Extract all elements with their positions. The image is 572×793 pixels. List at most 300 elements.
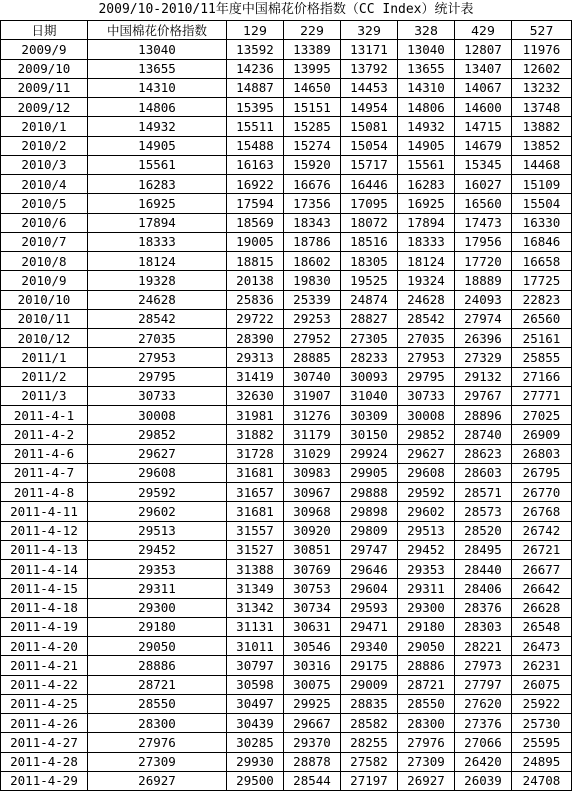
cell-cc-index: 27976 [88, 733, 227, 752]
cell-429: 18889 [455, 271, 512, 290]
cell-328: 29050 [398, 637, 455, 656]
cell-date: 2009/10 [1, 59, 88, 78]
cell-cc-index: 14905 [88, 136, 227, 155]
cell-329: 28835 [341, 694, 398, 713]
cell-cc-index: 29311 [88, 579, 227, 598]
cell-cc-index: 13040 [88, 40, 227, 59]
cell-328: 19324 [398, 271, 455, 290]
cell-429: 29767 [455, 386, 512, 405]
cell-329: 24874 [341, 290, 398, 309]
cell-date: 2011-4-1 [1, 406, 88, 425]
cell-429: 15345 [455, 155, 512, 174]
cell-527: 25855 [512, 348, 572, 367]
cell-cc-index: 29452 [88, 540, 227, 559]
cell-cc-index: 29513 [88, 521, 227, 540]
cell-328: 29311 [398, 579, 455, 598]
cell-527: 27166 [512, 367, 572, 386]
cell-date: 2010/4 [1, 175, 88, 194]
cell-cc-index: 28721 [88, 675, 227, 694]
cell-328: 13655 [398, 59, 455, 78]
table-row [1, 752, 572, 771]
cell-328: 28300 [398, 714, 455, 733]
table-row [1, 463, 572, 482]
cell-328: 27035 [398, 329, 455, 348]
cell-cc-index: 15561 [88, 155, 227, 174]
cell-328: 14806 [398, 98, 455, 117]
cell-date: 2011-4-12 [1, 521, 88, 540]
cell-129: 18815 [227, 252, 284, 271]
cell-date: 2010/10 [1, 290, 88, 309]
cell-527: 27025 [512, 406, 572, 425]
cell-date: 2010/6 [1, 213, 88, 232]
cell-cc-index: 27309 [88, 752, 227, 771]
cell-429: 28303 [455, 617, 512, 636]
cell-date: 2010/5 [1, 194, 88, 213]
cell-129: 31557 [227, 521, 284, 540]
cell-229: 29925 [284, 694, 341, 713]
cell-229: 30753 [284, 579, 341, 598]
table-row [1, 425, 572, 444]
cell-429: 17956 [455, 232, 512, 251]
cell-328: 28886 [398, 656, 455, 675]
cell-429: 16560 [455, 194, 512, 213]
cell-cc-index: 16925 [88, 194, 227, 213]
cell-429: 27329 [455, 348, 512, 367]
cell-527: 24708 [512, 771, 572, 790]
cell-129: 14236 [227, 59, 284, 78]
cell-328: 15561 [398, 155, 455, 174]
cell-129: 31011 [227, 637, 284, 656]
cell-129: 19005 [227, 232, 284, 251]
cell-129: 15395 [227, 98, 284, 117]
cell-328: 18124 [398, 252, 455, 271]
cell-date: 2011-4-28 [1, 752, 88, 771]
cell-329: 15054 [341, 136, 398, 155]
cell-129: 31882 [227, 425, 284, 444]
cell-129: 30797 [227, 656, 284, 675]
cell-429: 14715 [455, 117, 512, 136]
cell-429: 28221 [455, 637, 512, 656]
cell-129: 31681 [227, 463, 284, 482]
cell-129: 16163 [227, 155, 284, 174]
cell-date: 2011-4-8 [1, 483, 88, 502]
cell-429: 26396 [455, 329, 512, 348]
cell-229: 30851 [284, 540, 341, 559]
cell-527: 26548 [512, 617, 572, 636]
cell-date: 2011-4-14 [1, 560, 88, 579]
cell-date: 2011-4-29 [1, 771, 88, 790]
cell-527: 14468 [512, 155, 572, 174]
cell-229: 30631 [284, 617, 341, 636]
table-row [1, 675, 572, 694]
cell-329: 29646 [341, 560, 398, 579]
cell-429: 28376 [455, 598, 512, 617]
cell-129: 31349 [227, 579, 284, 598]
cell-date: 2011-4-21 [1, 656, 88, 675]
cell-527: 16846 [512, 232, 572, 251]
table-row [1, 252, 572, 271]
cell-328: 29180 [398, 617, 455, 636]
cell-cc-index: 14932 [88, 117, 227, 136]
cell-129: 30439 [227, 714, 284, 733]
cell-527: 26909 [512, 425, 572, 444]
cell-date: 2011/1 [1, 348, 88, 367]
cell-date: 2010/1 [1, 117, 88, 136]
table-row [1, 386, 572, 405]
cell-328: 27953 [398, 348, 455, 367]
cell-527: 25730 [512, 714, 572, 733]
cell-cc-index: 29592 [88, 483, 227, 502]
cell-229: 29667 [284, 714, 341, 733]
cell-329: 15717 [341, 155, 398, 174]
table-row [1, 367, 572, 386]
cell-429: 28573 [455, 502, 512, 521]
cell-229: 30769 [284, 560, 341, 579]
cell-429: 28896 [455, 406, 512, 425]
cell-429: 28406 [455, 579, 512, 598]
cell-date: 2011-4-2 [1, 425, 88, 444]
cell-129: 31527 [227, 540, 284, 559]
cell-328: 14905 [398, 136, 455, 155]
cell-date: 2010/9 [1, 271, 88, 290]
cell-229: 16676 [284, 175, 341, 194]
cell-date: 2011-4-7 [1, 463, 88, 482]
cell-429: 27066 [455, 733, 512, 752]
cell-527: 17725 [512, 271, 572, 290]
cell-329: 30093 [341, 367, 398, 386]
cell-229: 30734 [284, 598, 341, 617]
cell-129: 31131 [227, 617, 284, 636]
cell-329: 27582 [341, 752, 398, 771]
cell-527: 26677 [512, 560, 572, 579]
cell-229: 29253 [284, 309, 341, 328]
table-row [1, 483, 572, 502]
cell-date: 2011-4-20 [1, 637, 88, 656]
cell-date: 2010/7 [1, 232, 88, 251]
cell-527: 26742 [512, 521, 572, 540]
cell-129: 25836 [227, 290, 284, 309]
cell-329: 29593 [341, 598, 398, 617]
header-229: 229 [284, 21, 341, 40]
table-row [1, 560, 572, 579]
cell-229: 15920 [284, 155, 341, 174]
cell-328: 30008 [398, 406, 455, 425]
cell-527: 16658 [512, 252, 572, 271]
cell-cc-index: 17894 [88, 213, 227, 232]
cell-129: 31342 [227, 598, 284, 617]
cell-cc-index: 29300 [88, 598, 227, 617]
cell-229: 15285 [284, 117, 341, 136]
header-527: 527 [512, 21, 572, 40]
table-row [1, 406, 572, 425]
cell-229: 15274 [284, 136, 341, 155]
cell-cc-index: 30008 [88, 406, 227, 425]
cell-129: 29500 [227, 771, 284, 790]
cell-229: 31179 [284, 425, 341, 444]
cell-527: 16330 [512, 213, 572, 232]
table-body [1, 40, 572, 791]
table-row [1, 59, 572, 78]
cell-129: 30598 [227, 675, 284, 694]
cell-cc-index: 28886 [88, 656, 227, 675]
table-row [1, 40, 572, 59]
cell-229: 30740 [284, 367, 341, 386]
cell-129: 17594 [227, 194, 284, 213]
table-row [1, 194, 572, 213]
cell-527: 26768 [512, 502, 572, 521]
cell-329: 29905 [341, 463, 398, 482]
cell-cc-index: 29050 [88, 637, 227, 656]
cell-date: 2009/9 [1, 40, 88, 59]
cell-527: 13748 [512, 98, 572, 117]
cell-229: 13389 [284, 40, 341, 59]
cell-527: 26560 [512, 309, 572, 328]
cell-328: 29852 [398, 425, 455, 444]
cell-cc-index: 29795 [88, 367, 227, 386]
cell-cc-index: 27953 [88, 348, 227, 367]
cell-129: 18569 [227, 213, 284, 232]
cell-129: 29313 [227, 348, 284, 367]
cell-328: 28721 [398, 675, 455, 694]
cell-129: 31681 [227, 502, 284, 521]
cell-329: 29888 [341, 483, 398, 502]
cell-329: 14954 [341, 98, 398, 117]
cell-229: 13995 [284, 59, 341, 78]
cell-date: 2011-4-26 [1, 714, 88, 733]
cell-date: 2011/3 [1, 386, 88, 405]
cell-229: 30968 [284, 502, 341, 521]
table-row [1, 579, 572, 598]
cell-date: 2010/11 [1, 309, 88, 328]
cell-129: 15488 [227, 136, 284, 155]
cell-329: 31040 [341, 386, 398, 405]
cell-329: 19525 [341, 271, 398, 290]
cell-329: 28582 [341, 714, 398, 733]
cell-cc-index: 28550 [88, 694, 227, 713]
cell-527: 26770 [512, 483, 572, 502]
table-row [1, 733, 572, 752]
cell-329: 27305 [341, 329, 398, 348]
cell-429: 17720 [455, 252, 512, 271]
header-429: 429 [455, 21, 512, 40]
cell-cc-index: 26927 [88, 771, 227, 790]
cell-429: 12807 [455, 40, 512, 59]
cell-328: 29602 [398, 502, 455, 521]
table-row [1, 444, 572, 463]
cell-527: 26473 [512, 637, 572, 656]
cell-429: 29132 [455, 367, 512, 386]
cell-527: 26231 [512, 656, 572, 675]
cell-129: 30285 [227, 733, 284, 752]
cell-129: 28390 [227, 329, 284, 348]
cell-229: 28885 [284, 348, 341, 367]
cell-329: 18305 [341, 252, 398, 271]
cell-229: 18602 [284, 252, 341, 271]
cell-329: 29898 [341, 502, 398, 521]
cell-527: 15504 [512, 194, 572, 213]
table-row [1, 155, 572, 174]
table-row [1, 290, 572, 309]
cell-429: 27376 [455, 714, 512, 733]
cell-129: 30497 [227, 694, 284, 713]
cell-date: 2011-4-22 [1, 675, 88, 694]
cell-329: 18516 [341, 232, 398, 251]
cell-329: 17095 [341, 194, 398, 213]
cell-cc-index: 14310 [88, 78, 227, 97]
cell-229: 31907 [284, 386, 341, 405]
cell-328: 27309 [398, 752, 455, 771]
cell-527: 26795 [512, 463, 572, 482]
cell-329: 29809 [341, 521, 398, 540]
cell-229: 30920 [284, 521, 341, 540]
cell-429: 28623 [455, 444, 512, 463]
cell-328: 24628 [398, 290, 455, 309]
cell-429: 13407 [455, 59, 512, 78]
cell-129: 31981 [227, 406, 284, 425]
cell-129: 16922 [227, 175, 284, 194]
cell-329: 28827 [341, 309, 398, 328]
header-329: 329 [341, 21, 398, 40]
cell-229: 15151 [284, 98, 341, 117]
cell-129: 29722 [227, 309, 284, 328]
cell-429: 26039 [455, 771, 512, 790]
cell-429: 26420 [455, 752, 512, 771]
cell-date: 2009/11 [1, 78, 88, 97]
cell-229: 18343 [284, 213, 341, 232]
cell-527: 26075 [512, 675, 572, 694]
cell-429: 17473 [455, 213, 512, 232]
cell-328: 29627 [398, 444, 455, 463]
table-row [1, 329, 572, 348]
cell-328: 26927 [398, 771, 455, 790]
cell-328: 29592 [398, 483, 455, 502]
cell-429: 16027 [455, 175, 512, 194]
table-row [1, 502, 572, 521]
cell-329: 27197 [341, 771, 398, 790]
cell-429: 28520 [455, 521, 512, 540]
table-row [1, 98, 572, 117]
cell-229: 18786 [284, 232, 341, 251]
cell-cc-index: 28300 [88, 714, 227, 733]
cell-527: 11976 [512, 40, 572, 59]
cell-date: 2011-4-25 [1, 694, 88, 713]
cell-527: 26721 [512, 540, 572, 559]
cell-429: 28440 [455, 560, 512, 579]
cell-129: 13592 [227, 40, 284, 59]
cell-329: 30309 [341, 406, 398, 425]
cell-229: 30316 [284, 656, 341, 675]
cell-229: 30546 [284, 637, 341, 656]
cell-cc-index: 29353 [88, 560, 227, 579]
table-row [1, 714, 572, 733]
cell-229: 14650 [284, 78, 341, 97]
cell-429: 27797 [455, 675, 512, 694]
cell-cc-index: 29627 [88, 444, 227, 463]
cell-cc-index: 29608 [88, 463, 227, 482]
cell-527: 13232 [512, 78, 572, 97]
cell-527: 13882 [512, 117, 572, 136]
cell-527: 22823 [512, 290, 572, 309]
table-row [1, 271, 572, 290]
cell-229: 25339 [284, 290, 341, 309]
cell-328: 29353 [398, 560, 455, 579]
cell-429: 14600 [455, 98, 512, 117]
header-date: 日期 [1, 21, 88, 40]
table-row [1, 117, 572, 136]
table-row [1, 656, 572, 675]
cell-328: 28550 [398, 694, 455, 713]
cell-129: 29930 [227, 752, 284, 771]
cell-date: 2011-4-13 [1, 540, 88, 559]
cell-329: 13171 [341, 40, 398, 59]
cell-date: 2011-4-15 [1, 579, 88, 598]
cell-429: 27620 [455, 694, 512, 713]
cell-328: 18333 [398, 232, 455, 251]
table-row [1, 348, 572, 367]
cell-328: 29452 [398, 540, 455, 559]
cell-527: 25595 [512, 733, 572, 752]
cell-cc-index: 16283 [88, 175, 227, 194]
table-row [1, 521, 572, 540]
cell-229: 28544 [284, 771, 341, 790]
cell-cc-index: 30733 [88, 386, 227, 405]
cell-329: 28255 [341, 733, 398, 752]
cell-329: 18072 [341, 213, 398, 232]
cell-date: 2010/3 [1, 155, 88, 174]
cell-229: 28878 [284, 752, 341, 771]
table-row [1, 309, 572, 328]
cell-527: 25922 [512, 694, 572, 713]
cell-328: 29513 [398, 521, 455, 540]
cell-229: 30983 [284, 463, 341, 482]
table-row [1, 232, 572, 251]
cell-527: 26803 [512, 444, 572, 463]
cell-229: 30967 [284, 483, 341, 502]
cell-328: 16283 [398, 175, 455, 194]
cell-329: 16446 [341, 175, 398, 194]
cell-cc-index: 24628 [88, 290, 227, 309]
cell-date: 2009/12 [1, 98, 88, 117]
cell-329: 29471 [341, 617, 398, 636]
table-row [1, 598, 572, 617]
cell-229: 30075 [284, 675, 341, 694]
cell-527: 15109 [512, 175, 572, 194]
cell-329: 29604 [341, 579, 398, 598]
table-row [1, 136, 572, 155]
cell-328: 16925 [398, 194, 455, 213]
table-row [1, 771, 572, 790]
cell-429: 28740 [455, 425, 512, 444]
cell-429: 24093 [455, 290, 512, 309]
cell-328: 17894 [398, 213, 455, 232]
cell-229: 27952 [284, 329, 341, 348]
cell-328: 29608 [398, 463, 455, 482]
cell-328: 28542 [398, 309, 455, 328]
cell-229: 17356 [284, 194, 341, 213]
cell-cc-index: 29602 [88, 502, 227, 521]
cell-329: 29924 [341, 444, 398, 463]
cell-229: 31276 [284, 406, 341, 425]
cell-527: 27771 [512, 386, 572, 405]
cell-date: 2010/2 [1, 136, 88, 155]
cell-cc-index: 18333 [88, 232, 227, 251]
cell-cc-index: 27035 [88, 329, 227, 348]
cell-429: 27974 [455, 309, 512, 328]
cell-527: 25161 [512, 329, 572, 348]
table-row [1, 637, 572, 656]
cell-328: 14310 [398, 78, 455, 97]
cell-date: 2011-4-11 [1, 502, 88, 521]
